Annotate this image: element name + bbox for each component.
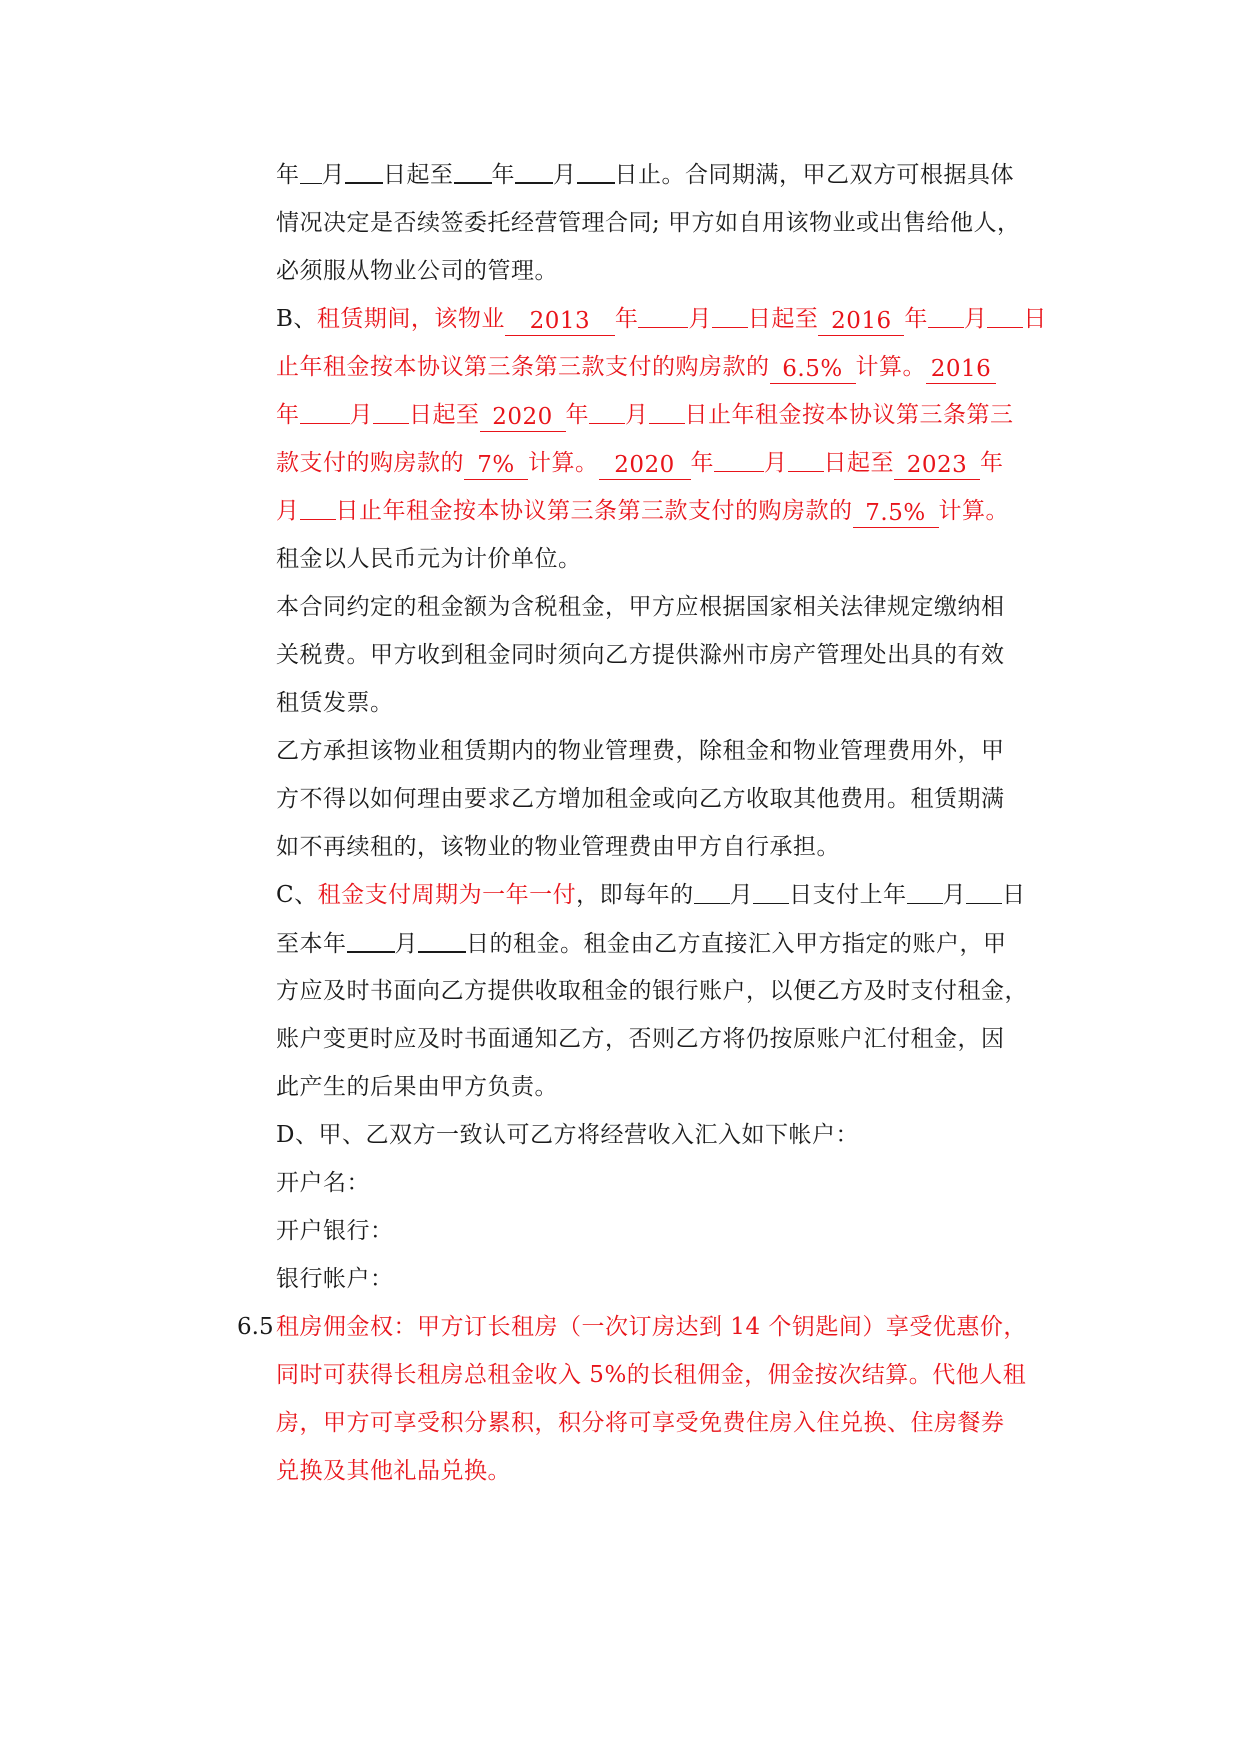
bank-label: 开户银行： — [276, 1218, 394, 1244]
blank — [907, 875, 943, 904]
account-number-label: 银行帐户： — [276, 1266, 394, 1292]
text: 月 — [349, 402, 373, 428]
text: 日起至 — [823, 450, 894, 476]
year-blank-2016: 2016 — [926, 355, 996, 384]
clause-b-line-3 — [276, 395, 1014, 435]
blank — [638, 299, 688, 328]
blank — [714, 443, 764, 472]
clause-c-line-1 — [276, 875, 1026, 915]
text: 月 — [625, 402, 649, 428]
text: 止年租金按本协议第三条第三款支付的购房款的 — [276, 354, 770, 380]
blank — [788, 443, 824, 472]
clause-c-line-3: 方应及时书面向乙方提供收取租金的银行账户，以便乙方及时支付租金， — [276, 978, 1028, 1004]
clause-b-line-5 — [276, 491, 1009, 531]
text: 月 — [321, 162, 345, 188]
text: 月 — [688, 306, 712, 332]
blank — [966, 875, 1002, 904]
section-number: 6.5 — [237, 1314, 274, 1340]
section-6-5-line-2: 同时可获得长租房总租金收入 5%的长租佣金，佣金按次结算。代他人租 — [276, 1362, 1027, 1388]
clause-c-red-text: 租金支付周期为一年一付 — [317, 882, 577, 908]
clause-b-line-1 — [276, 299, 1047, 339]
text: 至本年 — [276, 931, 347, 957]
clause-b-red-text — [317, 306, 1047, 332]
blank — [753, 875, 789, 904]
blank — [347, 923, 395, 953]
rate-blank-7-5: 7.5% — [853, 499, 939, 528]
year-blank-2016: 2016 — [818, 307, 904, 336]
account-name-label: 开户名： — [276, 1170, 370, 1196]
text: 日的租金。租金由乙方直接汇入甲方指定的账户，甲 — [466, 931, 1007, 957]
text: 月 — [963, 306, 988, 332]
text: 月 — [394, 931, 418, 957]
text: 日支付上年 — [789, 882, 907, 908]
text: 年 — [276, 162, 300, 188]
text: 计算。 — [855, 354, 926, 380]
clause-c-label: C、 — [276, 882, 318, 908]
text: 月 — [276, 498, 300, 524]
intro-line-1 — [276, 154, 1014, 194]
clause-b-line-4 — [276, 443, 1004, 483]
blank — [712, 299, 748, 328]
text: 年 — [276, 402, 300, 428]
blank — [928, 299, 964, 328]
blank — [589, 395, 625, 424]
clause-c-line-5: 此产生的后果由甲方负责。 — [276, 1074, 558, 1100]
blank — [577, 154, 615, 184]
text: 月 — [553, 162, 577, 188]
text: 计算。 — [528, 450, 599, 476]
text: 年 — [690, 450, 714, 476]
text: 计算。 — [938, 498, 1009, 524]
year-blank-2013: 2013 — [505, 307, 615, 336]
blank — [345, 154, 383, 184]
mgmt-line-3: 如不再续租的，该物业的物业管理费由甲方自行承担。 — [276, 834, 840, 860]
clause-c-line-2 — [276, 923, 1007, 963]
tax-line-3: 租赁发票。 — [276, 690, 394, 716]
intro-line-3: 必须服从物业公司的管理。 — [276, 258, 558, 284]
text: 租赁期间，该物业 — [316, 306, 505, 332]
blank — [300, 491, 336, 520]
section-6-5-line-3: 房，甲方可享受积分累积，积分将可享受免费住房入住兑换、住房餐券 — [276, 1410, 1005, 1436]
clause-b-label: B、 — [276, 306, 317, 332]
text: 月 — [942, 882, 967, 908]
rate-blank-6-5: 6.5% — [770, 355, 856, 384]
blank — [515, 154, 553, 184]
text: 年 — [980, 450, 1004, 476]
currency-line: 租金以人民币元为计价单位。 — [276, 546, 582, 572]
year-blank-2020: 2020 — [480, 403, 566, 432]
blank — [694, 875, 730, 904]
year-blank-2023: 2023 — [894, 451, 980, 480]
text: 年 — [904, 306, 928, 332]
text: 年 — [565, 402, 589, 428]
text: 日 — [1023, 306, 1047, 332]
text: 日止年租金按本协议第三条第三 — [684, 402, 1014, 428]
text: 日止年租金按本协议第三条第三款支付的购房款的 — [335, 498, 853, 524]
text: 日起至 — [747, 306, 819, 332]
text: 日起至 — [383, 162, 454, 188]
text: 月 — [764, 450, 788, 476]
intro-line-2: 情况决定是否续签委托经营管理合同; 甲方如自用该物业或出售给他人， — [276, 210, 1021, 236]
blank — [300, 395, 350, 424]
tax-line-2: 关税费。甲方收到租金同时须向乙方提供滁州市房产管理处出具的有效 — [276, 642, 1005, 668]
clause-b-line-2 — [276, 347, 996, 387]
tax-line-1: 本合同约定的租金额为含税租金，甲方应根据国家相关法律规定缴纳相 — [276, 594, 1005, 620]
blank — [454, 154, 492, 184]
clause-d-line-1: D、甲、乙双方一致认可乙方将经营收入汇入如下帐户： — [276, 1122, 859, 1148]
text: 年 — [614, 306, 639, 332]
clause-c-line-4: 账户变更时应及时书面通知乙方，否则乙方将仍按原账户汇付租金，因 — [276, 1026, 1005, 1052]
text: 年 — [491, 162, 515, 188]
rate-blank-7: 7% — [464, 451, 528, 480]
text: ，即每年的 — [576, 882, 694, 908]
text: 日起至 — [409, 402, 480, 428]
section-6-5-line-4: 兑换及其他礼品兑换。 — [276, 1458, 511, 1484]
blank — [373, 395, 409, 424]
text: 日 — [1002, 882, 1026, 908]
text: 月 — [729, 882, 754, 908]
mgmt-line-1: 乙方承担该物业租赁期内的物业管理费，除租金和物业管理费用外，甲 — [276, 738, 1005, 764]
section-6-5-line-1: 租房佣金权：甲方订长租房（一次订房达到 14 个钥匙间）享受优惠价， — [276, 1314, 1027, 1340]
blank — [987, 299, 1023, 328]
blank — [649, 395, 685, 424]
mgmt-line-2: 方不得以如何理由要求乙方增加租金或向乙方收取其他费用。租赁期满 — [276, 786, 1005, 812]
year-blank-2020: 2020 — [599, 451, 691, 480]
blank — [300, 155, 322, 184]
text: 款支付的购房款的 — [276, 450, 464, 476]
text: 日止。合同期满，甲乙双方可根据具体 — [614, 162, 1014, 188]
blank — [418, 923, 466, 953]
